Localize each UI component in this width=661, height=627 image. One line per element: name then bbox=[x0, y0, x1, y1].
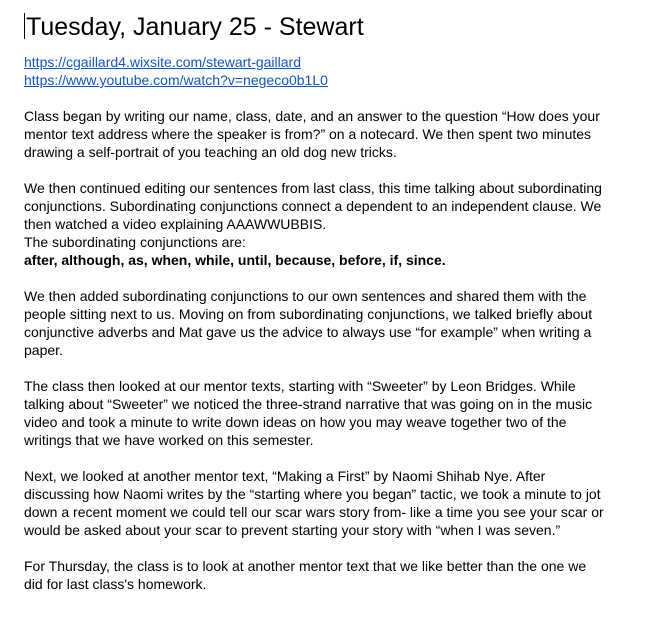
document-title-text[interactable]: Tuesday, January 25 - Stewart bbox=[26, 13, 364, 41]
youtube-link[interactable]: https://www.youtube.com/watch?v=negeco0b1L0 bbox=[24, 72, 328, 88]
paragraph-homework[interactable]: For Thursday, the class is to look at another mentor text that we like better than the one we did for last class's homework. bbox=[24, 558, 587, 592]
paragraph-conjunctive-adverbs[interactable]: We then added subordinating conjunctions to our own sentences and shared them with the people sitting next to us. Moving on from subordinating conjunctions, we talked briefly about conjunctive adverbs and Mat gave us the advice to always use “for example” when writing a paper. bbox=[24, 288, 593, 358]
text-cursor bbox=[24, 13, 25, 39]
paragraph-editing-text[interactable]: We then continued editing our sentences from last class, this time talking about subordinating conjunctions. Subordinating conjunctions connect a dependent to an independent clause. We then watched a video explaining AAAWWUBBIS. bbox=[24, 180, 602, 232]
link-list bbox=[24, 53, 644, 89]
paragraph-making-a-first[interactable]: Next, we looked at another mentor text, “Making a First” by Naomi Shihab Nye. After discussing how Naomi writes by the “starting where you began” tactic, we took a minute to jot down a recent moment we could tell our scar wars story from- like a time you see your scar or would be asked about your scar to prevent starting your story with “when I was seven.” bbox=[24, 468, 604, 538]
paragraph-sweeter[interactable]: The class then looked at our mentor texts, starting with “Sweeter” by Leon Bridges. While talking about “Sweeter” we noticed the three-strand narrative that was going on in the music video and took a minute to write down ideas on how you may weave together two of the writings that we have worked on this semester. bbox=[24, 378, 593, 448]
document-title[interactable] bbox=[24, 10, 644, 44]
conjunctions-list[interactable]: after, although, as, when, while, until, because, before, if, since. bbox=[24, 252, 446, 268]
document-body[interactable] bbox=[24, 10, 644, 611]
conjunctions-lead-text[interactable]: The subordinating conjunctions are: bbox=[24, 234, 246, 250]
paragraph-subordinating-conjunctions[interactable] bbox=[24, 179, 644, 269]
wixsite-link[interactable]: https://cgaillard4.wixsite.com/stewart-gaillard bbox=[24, 54, 301, 70]
paragraph-notecard[interactable]: Class began by writing our name, class, date, and an answer to the question “How does your mentor text address where the speaker is from?” on a notecard. We then spent two minutes drawing a self-portrait of you teaching an old dog new tricks. bbox=[24, 108, 600, 160]
